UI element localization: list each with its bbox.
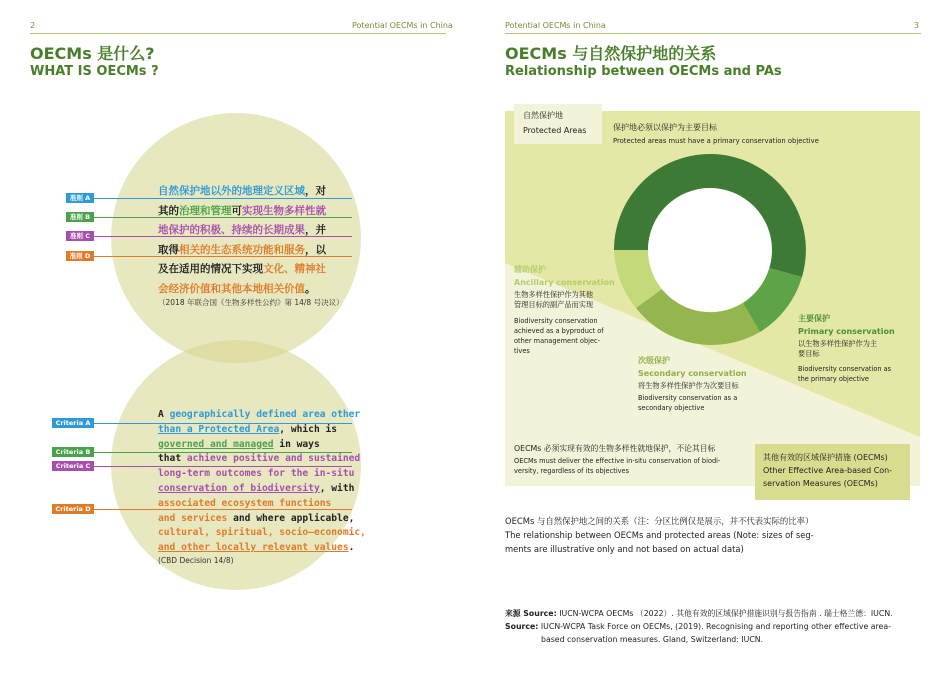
page-title-en: WHAT IS OECMs ? bbox=[30, 64, 159, 79]
ancillary-desc-cn bbox=[514, 290, 593, 310]
criteria-d-tag-en: Criteria D bbox=[52, 504, 94, 514]
text-fragment: , which is bbox=[279, 423, 338, 435]
criteria-a-text-cn: 自然保护地以外的地理定义区域 bbox=[158, 185, 305, 197]
sources bbox=[505, 607, 925, 646]
criteria-c-text-en-2: long-term outcomes for the in-situ bbox=[158, 468, 355, 480]
primary-desc-en bbox=[798, 364, 891, 384]
criteria-b-tag-cn: 准则 B bbox=[66, 212, 94, 222]
oecm-label-line: servation Measures (OECMs) bbox=[763, 479, 878, 488]
primary-desc-en-line: the primary objective bbox=[798, 375, 869, 383]
oecm-requirement-en-line: OECMs must deliver the effective in-situ conservation of biodi- bbox=[514, 457, 721, 465]
primary-desc-cn-line: 以生物多样性保护作为主 bbox=[798, 339, 878, 348]
caption-line: ments are illustrative only and not based on actual data) bbox=[505, 544, 744, 554]
criteria-c-text-cn: 实现生物多样性就 bbox=[242, 204, 326, 217]
text-fragment: 取得 bbox=[158, 243, 179, 256]
oecm-requirement-en bbox=[514, 456, 720, 476]
source-en-text: IUCN-WCPA Task Force on OECMs, (2019). Recognising and reporting other effective area- bbox=[538, 622, 891, 631]
pa-requirement-en: Protected areas must have a primary conservation objective bbox=[613, 137, 819, 145]
primary-title-en: Primary conservation bbox=[798, 327, 895, 336]
text-fragment: ，以 bbox=[305, 243, 326, 256]
pa-box-cn: 自然保护地 bbox=[523, 111, 563, 120]
ancillary-desc-en-line: Biodiversity conservation bbox=[514, 317, 598, 325]
page-number-right: 3 bbox=[914, 21, 920, 30]
text-fragment: that bbox=[158, 453, 187, 465]
primary-title-cn: 主要保护 bbox=[798, 314, 830, 323]
ancillary-desc-en-line: tives bbox=[514, 347, 530, 355]
definition-en bbox=[158, 408, 368, 556]
primary-desc-cn bbox=[798, 339, 877, 359]
oecm-label-line: Other Effective Area-based Con- bbox=[763, 466, 893, 475]
protected-areas-label-box bbox=[514, 104, 602, 144]
page-title-cn-right: OECMs 与自然保护地的关系 bbox=[505, 44, 717, 63]
oecm-requirement-cn: OECMs 必须实现有效的生物多样性就地保护，不论其目标 bbox=[514, 444, 716, 453]
secondary-title-en: Secondary conservation bbox=[638, 369, 747, 378]
criteria-c-text-cn-2: 地保护的积极、持续的长期成果 bbox=[158, 224, 305, 236]
criteria-c-tag-en: Criteria C bbox=[52, 461, 94, 471]
running-header: Potential OECMs in China bbox=[352, 21, 453, 30]
primary-desc-en-line: Biodiversity conservation as bbox=[798, 365, 892, 373]
source-en-line bbox=[505, 620, 925, 633]
caption-line: The relationship between OECMs and protected areas (Note: sizes of seg- bbox=[505, 530, 814, 540]
header-rule-right bbox=[505, 33, 921, 34]
criteria-d-text-en: associated ecosystem functions bbox=[158, 497, 332, 509]
criteria-d-text-cn-2: 文化、精神社 bbox=[263, 263, 326, 275]
secondary-desc-en-line: secondary objective bbox=[638, 404, 705, 412]
caption-line: OECMs 与自然保护地之间的关系（注：分区比例仅是展示，并不代表实际的比率） bbox=[505, 516, 814, 526]
ancillary-desc-en-line: achieved as a byproduct of bbox=[514, 327, 604, 335]
criteria-b-text-cn: 治理和管理 bbox=[179, 204, 232, 217]
secondary-desc-cn: 将生物多样性保护作为次要目标 bbox=[638, 381, 739, 390]
criteria-a-text-en-2: than a Protected Area bbox=[158, 423, 280, 435]
definition-cn-source: （2018 年联合国《生物多样性公约》第 14/8 号决议） bbox=[158, 298, 344, 307]
ancillary-desc-en-line: other management objec- bbox=[514, 337, 601, 345]
criteria-c-tag-cn: 准则 C bbox=[66, 231, 94, 241]
oecm-requirement-en-line: versity, regardless of its objectives bbox=[514, 467, 630, 475]
secondary-desc-en-line: Biodiversity conservation as a bbox=[638, 394, 738, 402]
criteria-b-tag-en: Criteria B bbox=[52, 447, 94, 457]
primary-desc-cn-line: 要目标 bbox=[798, 349, 820, 358]
page-title-en-right: Relationship between OECMs and PAs bbox=[505, 64, 782, 79]
criteria-d-text-cn-3: 会经济价值和其他本地相关价值 bbox=[158, 282, 305, 295]
text-fragment: 。 bbox=[305, 282, 316, 295]
criteria-b-text-en: governed and managed bbox=[158, 438, 274, 450]
source-en-text-2: based conservation measures. Gland, Switzerland: IUCN. bbox=[541, 635, 764, 644]
text-fragment: . bbox=[348, 542, 355, 554]
secondary-desc-en bbox=[638, 393, 737, 413]
page-title-cn: OECMs 是什么? bbox=[30, 44, 155, 63]
criteria-d-tag-cn: 准则 D bbox=[66, 251, 94, 261]
definition-cn bbox=[158, 182, 358, 299]
criteria-d-text-en-4: and other locally relevant values bbox=[158, 542, 349, 554]
definition-en-source: (CBD Decision 14/8) bbox=[158, 556, 234, 565]
text-fragment: A bbox=[158, 409, 170, 420]
text-fragment: ，对 bbox=[305, 185, 326, 197]
page-number: 2 bbox=[30, 21, 36, 30]
criteria-d-text-en-2: and services bbox=[158, 512, 228, 524]
text-fragment: , with bbox=[319, 482, 355, 494]
source-cn-text: IUCN-WCPA OECMs （2022）. 其他有效的区域保护措施识别与报告指南 . 瑞士格兰德：IUCN. bbox=[556, 609, 893, 618]
text-fragment: 其的 bbox=[158, 204, 179, 217]
text-fragment: and where applicable, bbox=[227, 512, 355, 524]
pa-box-en: Protected Areas bbox=[523, 126, 587, 135]
source-label-en: Source: bbox=[505, 622, 539, 631]
criteria-d-text-cn: 相关的生态系统功能和服务 bbox=[179, 243, 305, 256]
criteria-a-tag-cn: 准则 A bbox=[66, 193, 94, 203]
oecm-label-text bbox=[763, 451, 892, 490]
text-fragment: ，并 bbox=[305, 224, 326, 236]
criteria-d-text-en-3: cultural, spiritual, socio–economic, bbox=[158, 527, 366, 539]
text-fragment: in ways bbox=[273, 438, 320, 450]
ancillary-desc-cn-line: 生物多样性保护作为其他 bbox=[514, 290, 594, 299]
pa-requirement-cn: 保护地必须以保护为主要目标 bbox=[613, 123, 717, 132]
text-fragment: 及在适用的情况下实现 bbox=[158, 263, 263, 275]
ancillary-title-en: Ancillary conservation bbox=[514, 278, 615, 287]
text-fragment: 可 bbox=[231, 204, 242, 217]
criteria-c-text-en-3: conservation of biodiversity bbox=[158, 482, 320, 494]
criteria-a-tag-en: Criteria A bbox=[52, 418, 94, 428]
donut-hole bbox=[648, 188, 772, 312]
ancillary-title-cn: 辅助保护 bbox=[514, 265, 546, 274]
figure-caption bbox=[505, 514, 814, 556]
oecm-label-line: 其他有效的区域保护措施 (OECMs) bbox=[763, 453, 888, 462]
running-header-right: Potential OECMs in China bbox=[505, 21, 606, 30]
header-rule bbox=[30, 33, 446, 34]
criteria-a-text-en: geographically defined area other bbox=[169, 409, 361, 420]
ancillary-desc-en bbox=[514, 316, 604, 356]
source-label-cn: 来源 Source: bbox=[505, 609, 557, 618]
secondary-title-cn: 次级保护 bbox=[638, 356, 670, 365]
ancillary-desc-cn-line: 管理目标的副产品而实现 bbox=[514, 300, 594, 309]
conservation-donut bbox=[600, 140, 820, 360]
criteria-c-text-en: achieve positive and sustained bbox=[186, 453, 361, 465]
source-cn-line bbox=[505, 607, 925, 620]
